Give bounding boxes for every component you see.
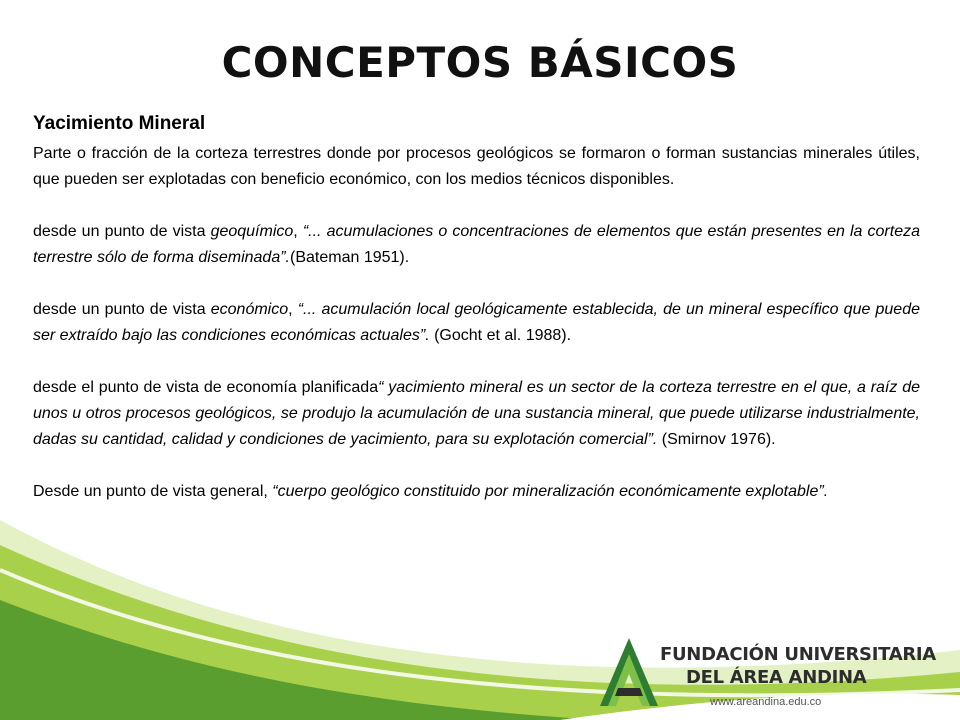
text-span: Desde un punto de vista general, bbox=[33, 483, 273, 500]
text-span: , bbox=[288, 301, 298, 318]
section-heading: Yacimiento Mineral bbox=[33, 113, 206, 134]
text-span: desde el punto de vista de economía planificada bbox=[33, 379, 379, 396]
slide-title: CONCEPTOS BÁSICOS bbox=[221, 38, 739, 87]
economic-paragraph bbox=[33, 297, 920, 349]
quote-span: “... acumulación local geológicamente establecida, de un mineral específico que puede ser extraído bajo las condiciones económicas actuales”. bbox=[33, 301, 920, 344]
text-span: desde un punto de vista bbox=[33, 301, 211, 318]
general-paragraph bbox=[33, 479, 920, 505]
quote-span: “cuerpo geológico constituido por mineralización económicamente explotable”. bbox=[272, 483, 829, 500]
logo-url: www.areandina.edu.co bbox=[710, 696, 822, 708]
logo-line-2: DEL ÁREA ANDINA bbox=[686, 667, 867, 688]
geochemical-paragraph bbox=[33, 219, 920, 271]
logo-line-1: FUNDACIÓN UNIVERSITARIA bbox=[660, 644, 936, 665]
emphasis-span: económico bbox=[210, 301, 289, 318]
definition-paragraph bbox=[33, 141, 920, 193]
citation-span: (Bateman 1951). bbox=[290, 249, 410, 266]
planned-economy-paragraph bbox=[33, 375, 920, 453]
text-span: desde un punto de vista bbox=[33, 223, 211, 240]
quote-span: “... acumulaciones o concentraciones de elementos que están presentes en la corteza terrestre sólo de forma diseminada”. bbox=[33, 223, 920, 266]
definition-text: Parte o fracción de la corteza terrestres donde por procesos geológicos se formaron o forman sustancias minerales útiles, que pueden ser explotadas con beneficio económico, con los medios técnicos disponibles. bbox=[33, 145, 920, 188]
logo-a-mark-icon bbox=[598, 636, 660, 708]
quote-span: “ yacimiento mineral es un sector de la corteza terrestre en el que, a raíz de unos u otros procesos geológicos, se produjo la acumulación de una sustancia mineral, que puede utilizarse industrialmente, dadas su cantidad, calidad y condiciones de yacimiento, para su explotación comercial”. bbox=[33, 379, 920, 448]
emphasis-span: geoquímico bbox=[210, 223, 294, 240]
university-logo bbox=[598, 632, 936, 712]
citation-span: (Smirnov 1976). bbox=[657, 431, 776, 448]
slide-body bbox=[33, 113, 920, 505]
text-span: , bbox=[293, 223, 303, 240]
citation-span: (Gocht et al. 1988). bbox=[429, 327, 572, 344]
